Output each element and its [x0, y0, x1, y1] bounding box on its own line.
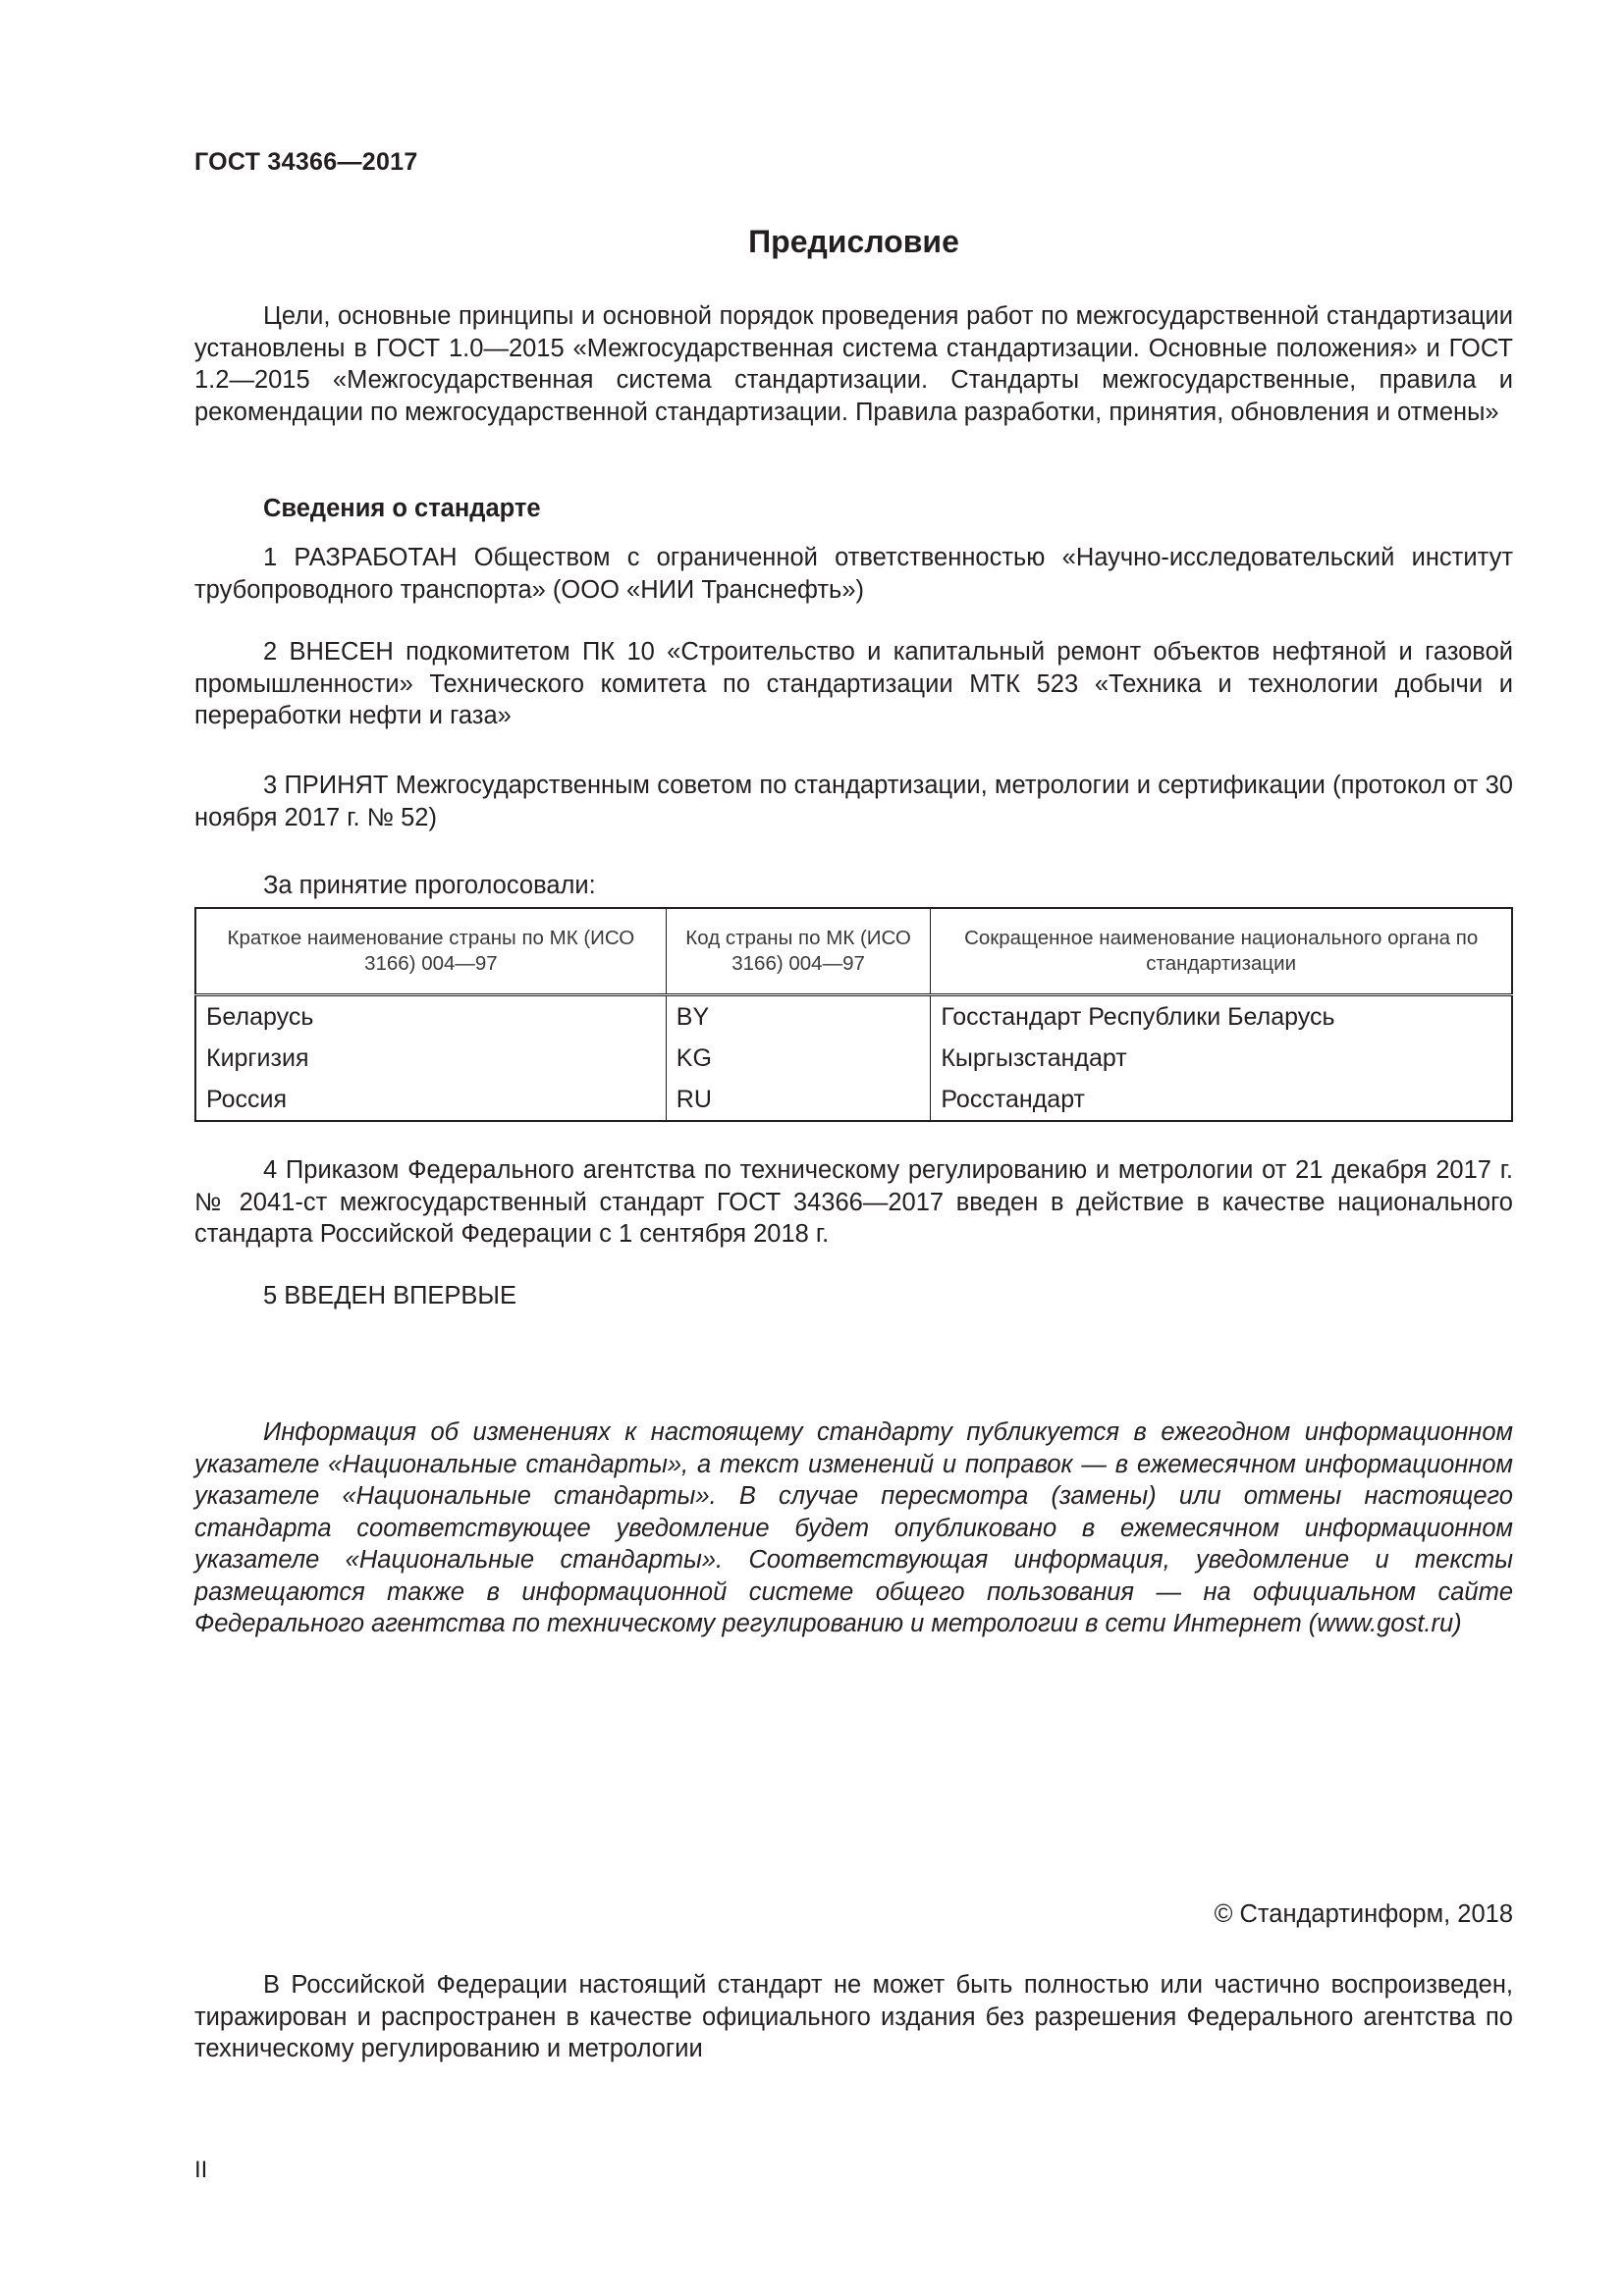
intro-text: Цели, основные принципы и основной порядок проведения работ по межгосударственной стандартизации установлены в ГОСТ 1.0—2015 «Межгосударственная система стандартизации. Основные положения» и ГОСТ 1.2—2015 «Межгосударственная система стандартизации. Стандарты межгосударственные, правила и рекомендации по межгосударственной стандартизации. Правила разработки, принятия, обновления и отмены» [194, 302, 1513, 426]
item-5: 5 ВВЕДЕН ВПЕРВЫЕ [263, 1282, 517, 1309]
table-cell-country: Россия [206, 1085, 287, 1113]
table-header-code: Код страны по МК (ИСО 3166) 004—97 [666, 908, 931, 995]
table-row [195, 1079, 1512, 1121]
item-1 [194, 542, 1513, 606]
intro-paragraph [194, 300, 1513, 428]
notice-text: Информация об изменениях к настоящему стандарту публикуется в ежегодном информационном указателе «Национальные стандарты», а текст изменений и поправок — в ежемесячном информационном указателе «Национальные стандарты». В случае пересмотра (замены) или отмены настоящего стандарта соответствующее уведомление будет опубликовано в ежемесячном информационном указателе «Национальные стандарты». Соответствующая информация, уведомление и тексты размещаются также в информационной системе общего пользования — на официальном сайте Федерального агентства по техническому регулированию и метрологии в сети Интернет (www.gost.ru) [194, 1418, 1513, 1637]
item-4 [194, 1154, 1513, 1251]
vote-intro: За принятие проголосовали: [263, 872, 596, 899]
table-cell-code: RU [666, 1079, 931, 1121]
table-header-row [195, 908, 1512, 995]
document-header: ГОСТ 34366—2017 [194, 148, 418, 176]
table-cell-country: Киргизия [206, 1043, 309, 1072]
table-row [195, 995, 1512, 1039]
table-header-authority: Сокращенное наименование национального органа по стандартизации [931, 908, 1512, 995]
table-cell-code: KG [666, 1038, 931, 1079]
item-2 [194, 636, 1513, 732]
table-cell-country: Беларусь [206, 1002, 314, 1031]
table-cell-code: BY [666, 995, 931, 1039]
page-number: II [194, 2157, 208, 2183]
rights-block [194, 1969, 1513, 2065]
page-title: Предисловие [748, 224, 959, 259]
table-cell-authority: Кыргызстандарт [931, 1038, 1512, 1079]
item-2-text: 2 ВНЕСЕН подкомитетом ПК 10 «Строительство и капитальный ремонт объектов нефтяной и газовой промышленности» Технического комитета по стандартизации МТК 523 «Техника и технологии добычи и переработки нефти и газа» [194, 638, 1513, 729]
item-1-text: 1 РАЗРАБОТАН Обществом с ограниченной ответственностью «Научно-исследовательский институт трубопроводного транспорта» (ООО «НИИ Транснефть») [194, 544, 1513, 604]
notice-block [194, 1416, 1513, 1640]
info-heading: Сведения о стандарте [263, 495, 541, 522]
table-cell-authority: Росстандарт [931, 1079, 1512, 1121]
document-page [194, 0, 1513, 2296]
item-3 [194, 770, 1513, 833]
table-row [195, 1038, 1512, 1079]
item-3-text: 3 ПРИНЯТ Межгосударственным советом по стандартизации, метрологии и сертификации (протокол от 30 ноября 2017 г. № 52) [194, 772, 1513, 831]
item-4-text: 4 Приказом Федерального агентства по техническому регулированию и метрологии от 21 декабря 2017 г. № 2041-ст межгосударственный стандарт ГОСТ 34366—2017 введен в действие в качестве национального стандарта Российской Федерации с 1 сентября 2018 г. [194, 1156, 1513, 1248]
table-header-country: Краткое наименование страны по МК (ИСО 3166) 004—97 [195, 908, 666, 995]
rights-text: В Российской Федерации настоящий стандарт не может быть полностью или частично воспроизведен, тиражирован и распространен в качестве официального издания без разрешения Федерального агентства по техническому регулированию и метрологии [194, 1971, 1513, 2062]
table-cell-authority: Госстандарт Республики Беларусь [931, 995, 1512, 1039]
copyright-line: © Стандартинформ, 2018 [1214, 1900, 1513, 1928]
vote-table [194, 907, 1513, 1122]
